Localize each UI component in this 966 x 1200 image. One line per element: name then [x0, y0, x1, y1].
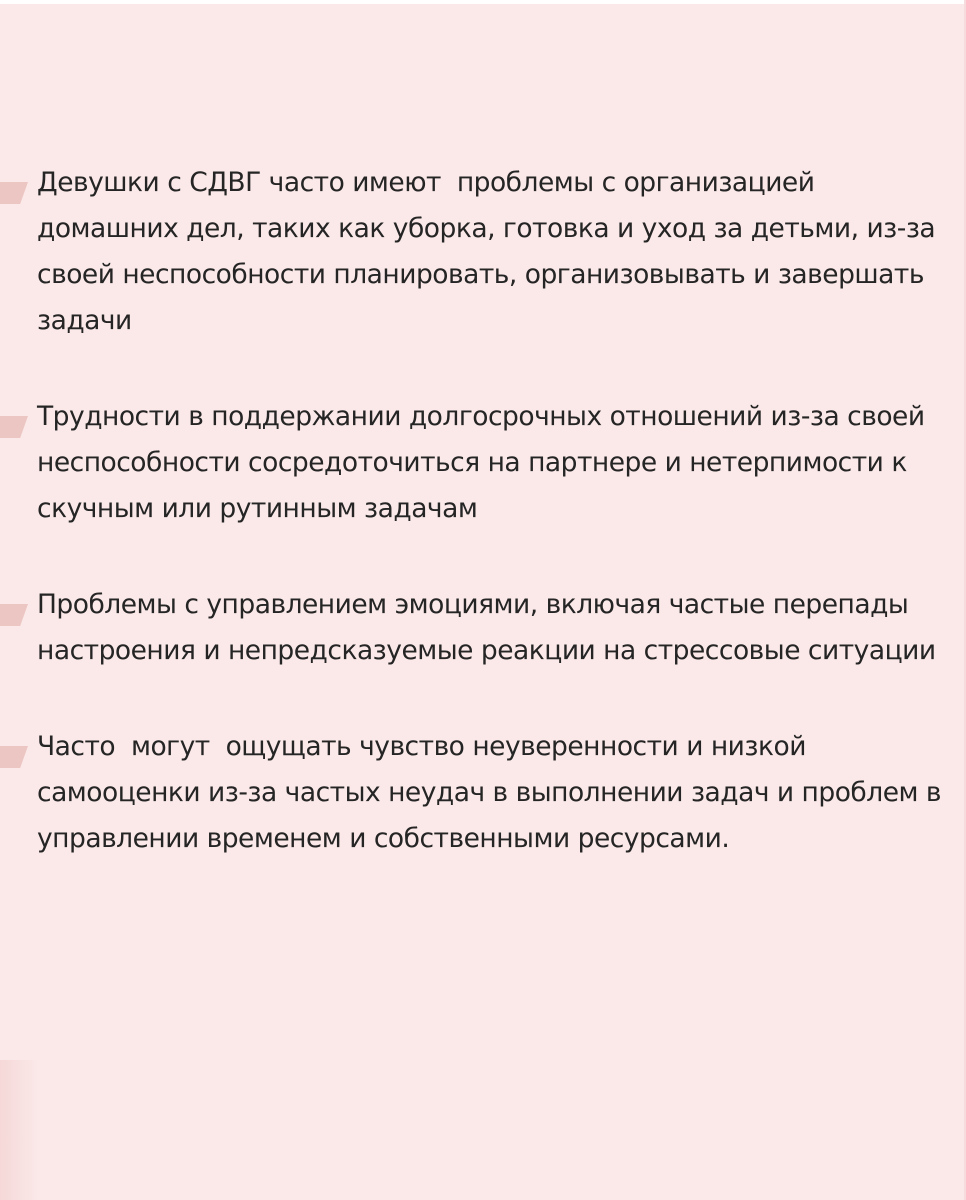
list-item: [0, 394, 966, 532]
bullet-marker-icon: [0, 604, 28, 626]
list-item-text: Трудности в поддержании долгосрочных отношений из-за своей неспособности сосредоточиться на партнере и нетерпимости к скучным или рутинным задачам: [37, 401, 933, 524]
bullet-marker-icon: [0, 746, 28, 768]
list-item: [0, 160, 966, 344]
bullet-marker-icon: [0, 416, 28, 438]
list-item: [0, 582, 966, 674]
background-glow: [0, 1060, 40, 1200]
bullet-marker-icon: [0, 182, 28, 204]
list-item-text: Проблемы с управлением эмоциями, включая частые перепады настроения и непредсказуемые реакции на стрессовые ситуации: [37, 589, 936, 666]
top-strip: [0, 0, 966, 4]
list-item-text: Девушки с СДВГ часто имеют проблемы с организацией домашних дел, таких как уборка, готовка и уход за детьми, из-за своей неспособности планировать, организовывать и завершать задачи: [37, 167, 944, 336]
list-item-text: Часто могут ощущать чувство неуверенности и низкой самооценки из-за частых неудач в выполнении задач и проблем в управлении временем и собственными ресурсами.: [37, 731, 949, 854]
bullet-list: [0, 160, 966, 912]
list-item: [0, 724, 966, 862]
